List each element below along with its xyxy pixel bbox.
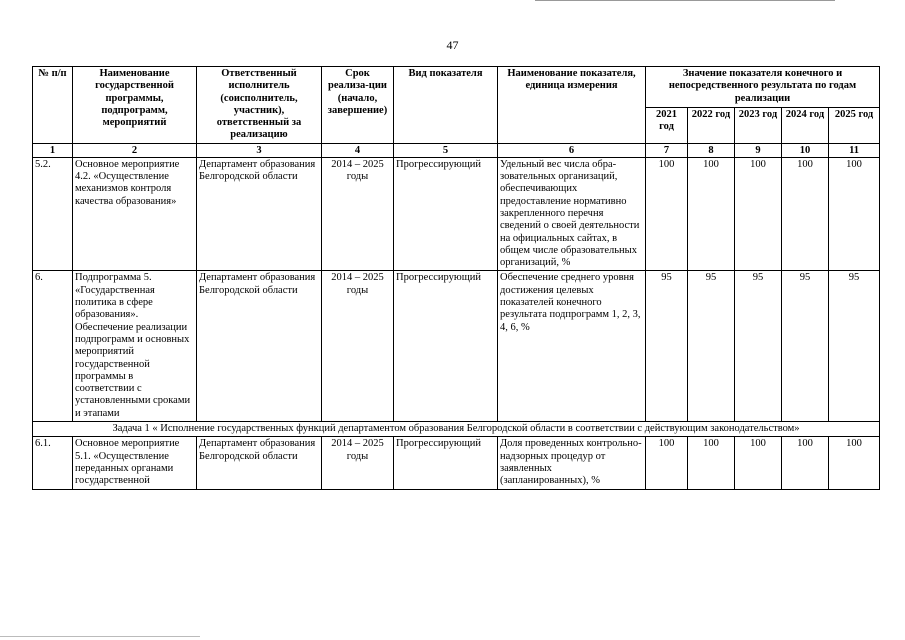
header-year: 2024 год xyxy=(782,108,829,144)
row-num: 5.2. xyxy=(33,157,73,271)
column-number: 5 xyxy=(394,143,498,157)
header-term: Срок реализа-ции (начало, завершение) xyxy=(322,67,394,144)
column-number: 10 xyxy=(782,143,829,157)
row-value: 100 xyxy=(688,157,735,271)
header-name: Наименование государственной программы, подпрограмм, мероприятий xyxy=(73,67,197,144)
row-executor: Департамент образования Белгородской области xyxy=(197,437,322,489)
header-values: Значение показателя конечного и непосредственного результата по годам реализации xyxy=(646,67,880,108)
header-row xyxy=(33,67,880,108)
column-number: 3 xyxy=(197,143,322,157)
header-year: 2023 год xyxy=(735,108,782,144)
header-num: № п/п xyxy=(33,67,73,144)
top-scan-line xyxy=(535,0,835,1)
header-year: 2022 год xyxy=(688,108,735,144)
row-executor: Департамент образования Белгородской области xyxy=(197,271,322,422)
row-value: 95 xyxy=(735,271,782,422)
header-year: 2021 год xyxy=(646,108,688,144)
header-executor: Ответственный исполнитель (соисполнитель, участник), ответственный за реализацию xyxy=(197,67,322,144)
indicators-table xyxy=(32,66,880,490)
row-value: 100 xyxy=(829,437,880,489)
column-number: 11 xyxy=(829,143,880,157)
column-numbers-row xyxy=(33,143,880,157)
row-value: 100 xyxy=(829,157,880,271)
row-indicator: Обеспечение среднего уровня достижения целевых показателей конечного результата подпрограмм 1, 2, 3, 4, 6, % xyxy=(498,271,646,422)
row-value: 100 xyxy=(735,157,782,271)
column-number: 9 xyxy=(735,143,782,157)
row-type: Прогрессирующий xyxy=(394,271,498,422)
page-number: 47 xyxy=(446,38,459,52)
row-value: 100 xyxy=(782,437,829,489)
row-term: 2014 – 2025 годы xyxy=(322,157,394,271)
row-value: 95 xyxy=(688,271,735,422)
task-row xyxy=(33,422,880,437)
column-number: 8 xyxy=(688,143,735,157)
row-name: Подпрограмма 5. «Государственная политика в сфере образования». Обеспечение реализации подпрограмм и основных мероприятий государственной программы в соответствии с установленными сроками и этапами xyxy=(73,271,197,422)
row-type: Прогрессирующий xyxy=(394,437,498,489)
header-indicator: Наименование показателя, единица измерения xyxy=(498,67,646,144)
column-number: 6 xyxy=(498,143,646,157)
row-value: 100 xyxy=(646,437,688,489)
column-number: 2 xyxy=(73,143,197,157)
row-executor: Департамент образования Белгородской области xyxy=(197,157,322,271)
row-value: 100 xyxy=(735,437,782,489)
row-indicator: Доля проведенных контрольно-надзорных процедур от заявленных (запланированных), % xyxy=(498,437,646,489)
table-row xyxy=(33,157,880,271)
column-number: 4 xyxy=(322,143,394,157)
row-indicator: Удельный вес числа обра-зовательных организаций, обеспечивающих предоставление нормативно закрепленного перечня сведений о своей деятельности на официальных сайтах, в общем числе образовательных организаций, % xyxy=(498,157,646,271)
table-row xyxy=(33,271,880,422)
row-num: 6.1. xyxy=(33,437,73,489)
header-year: 2025 год xyxy=(829,108,880,144)
row-type: Прогрессирующий xyxy=(394,157,498,271)
table-row xyxy=(33,437,880,489)
header-type: Вид показателя xyxy=(394,67,498,144)
bottom-scan-line xyxy=(0,636,200,637)
row-term: 2014 – 2025 годы xyxy=(322,271,394,422)
row-value: 100 xyxy=(688,437,735,489)
column-number: 7 xyxy=(646,143,688,157)
row-value: 100 xyxy=(646,157,688,271)
row-value: 95 xyxy=(782,271,829,422)
row-value: 95 xyxy=(829,271,880,422)
row-term: 2014 – 2025 годы xyxy=(322,437,394,489)
column-number: 1 xyxy=(33,143,73,157)
row-name: Основное мероприятие 5.1. «Осуществление переданных органами государственной xyxy=(73,437,197,489)
row-num: 6. xyxy=(33,271,73,422)
row-value: 95 xyxy=(646,271,688,422)
row-value: 100 xyxy=(782,157,829,271)
task-heading: Задача 1 « Исполнение государственных функций департаментом образования Белгородской области в соответствии с действующим законодательством» xyxy=(33,422,880,437)
row-name: Основное мероприятие 4.2. «Осуществление механизмов контроля качества образования» xyxy=(73,157,197,271)
